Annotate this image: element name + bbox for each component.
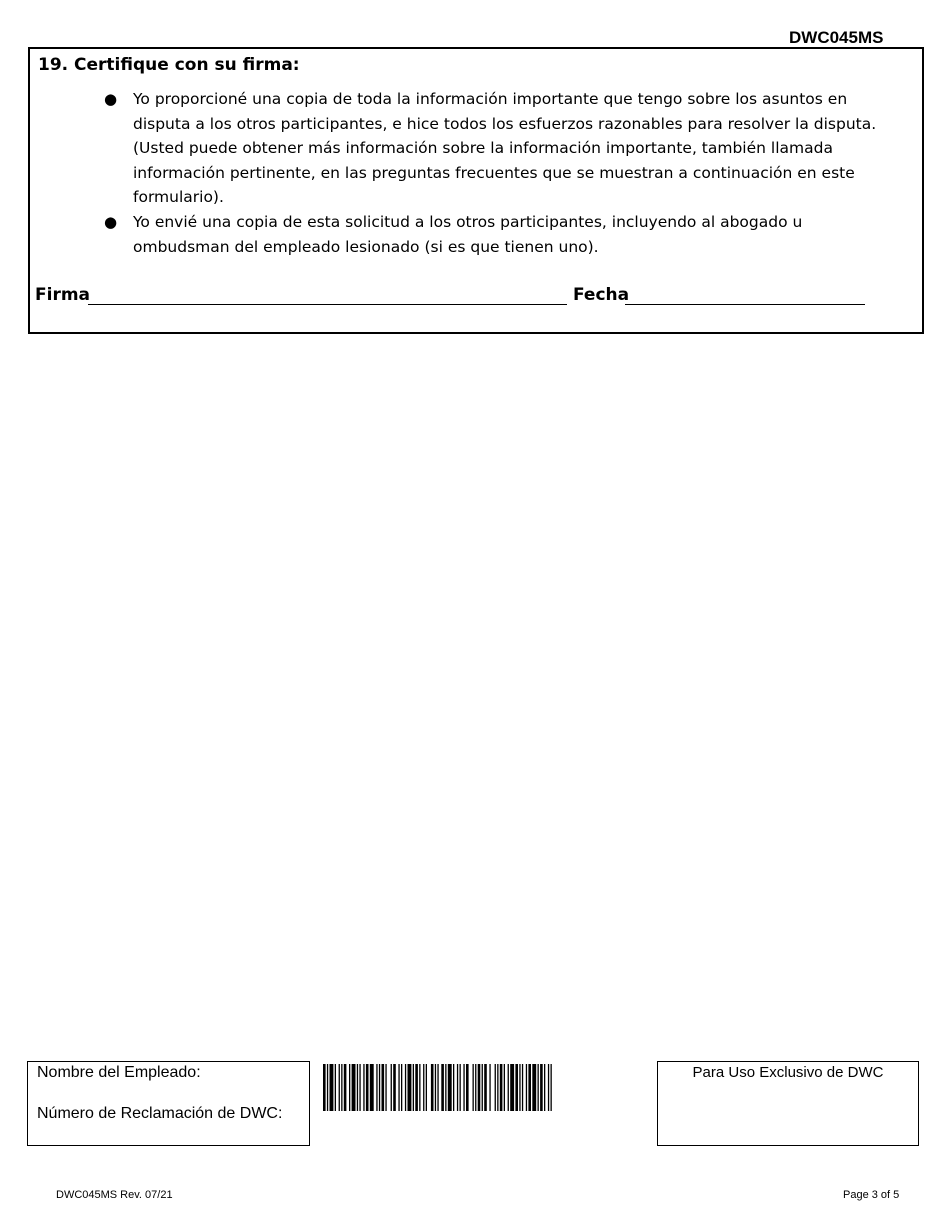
barcode-bar [538,1064,539,1111]
page-number: Page 3 of 5 [843,1189,900,1201]
barcode-bar [357,1064,358,1111]
barcode-bar [510,1064,514,1111]
barcode-bar [437,1064,438,1111]
barcode-bar [335,1064,336,1111]
barcode-icon [323,1064,641,1111]
signature-row [35,285,895,311]
barcode-bar [423,1064,424,1111]
barcode-bar [500,1064,503,1111]
barcode-bar [526,1064,527,1111]
barcode-bar [385,1064,386,1111]
bullet-text: Yo envié una copia de esta solicitud a los otros participantes, incluyendo al abogado u ombudsman del empleado lesionado (si es que tienen uno). [133,212,803,256]
barcode-bar [359,1064,360,1111]
barcode-bar [379,1064,380,1111]
bullet-icon: ● [104,212,118,231]
barcode-bar [405,1064,406,1111]
barcode-bar [504,1064,505,1111]
barcode-bar [419,1064,420,1111]
barcode-bar [341,1064,342,1111]
barcode-bar [413,1064,414,1111]
dwc-use-label: Para Uso Exclusivo de DWC [692,1064,884,1081]
barcode-bar [478,1064,481,1111]
barcode-bar [475,1064,476,1111]
barcode-bar [426,1064,427,1111]
barcode-bar [528,1064,531,1111]
date-label: Fecha [573,285,630,305]
bullet-text: Yo proporcioné una copia de toda la información importante que tengo sobre los asuntos en disputa a los otros participantes, e hice todos los esfuerzos razonables para resolver la disputa. (Usted puede obtener más información sobre la información importante, también llamada información pertinente, en las preguntas frecuentes que se muestran a continuación en este formulario). [133,90,877,207]
barcode-bar [415,1064,418,1111]
employee-info-box [27,1061,310,1146]
bullet-icon: ● [104,90,118,108]
claim-number-label: Número de Reclamación de DWC: [37,1105,283,1122]
barcode-bar [339,1064,340,1111]
barcode-bar [445,1064,446,1111]
barcode-bar [540,1064,543,1111]
barcode-bar [489,1064,490,1111]
barcode-bar [391,1064,392,1111]
barcode-bar [519,1064,520,1111]
barcode-bar [463,1064,464,1111]
barcode-bar [393,1064,396,1111]
list-item [100,87,890,210]
barcode-bar [466,1064,469,1111]
list-item [100,210,890,259]
barcode-bar [382,1064,385,1111]
barcode-bar [484,1064,487,1111]
barcode-bar [497,1064,498,1111]
barcode-bar [548,1064,549,1111]
barcode-bar [544,1064,545,1111]
certification-section [28,47,924,334]
dwc-use-box [657,1061,919,1146]
barcode-bar [330,1064,334,1111]
barcode-bar [376,1064,377,1111]
form-id: DWC045MS [789,28,884,47]
section-title: 19. Certifique con su firma: [38,55,300,75]
barcode-bar [441,1064,444,1111]
barcode-bar [495,1064,496,1111]
barcode-bar [408,1064,412,1111]
barcode-bar [366,1064,369,1111]
barcode-bar [323,1064,326,1111]
barcode-bar [473,1064,474,1111]
barcode-bar [457,1064,458,1111]
barcode-bar [453,1064,454,1111]
barcode-bar [522,1064,523,1111]
barcode-bar [460,1064,461,1111]
signature-field[interactable] [88,304,567,305]
barcode-bar [327,1064,328,1111]
barcode-bar [401,1064,402,1111]
barcode-bar [370,1064,374,1111]
barcode-bar [352,1064,356,1111]
barcode-bar [398,1064,399,1111]
barcode-bar [435,1064,436,1111]
barcode-bar [344,1064,347,1111]
barcode-bar [349,1064,350,1111]
employee-name-label: Nombre del Empleado: [37,1064,201,1081]
barcode-bar [532,1064,536,1111]
barcode-bar [515,1064,518,1111]
form-revision: DWC045MS Rev. 07/21 [56,1189,173,1201]
barcode-bar [363,1064,364,1111]
barcode-bar [482,1064,483,1111]
signature-label: Firma [35,285,91,305]
certification-list [100,87,890,259]
barcode-bar [551,1064,552,1111]
barcode-bar [448,1064,452,1111]
barcode-bar [508,1064,509,1111]
date-field[interactable] [625,304,865,305]
barcode-bar [431,1064,434,1111]
